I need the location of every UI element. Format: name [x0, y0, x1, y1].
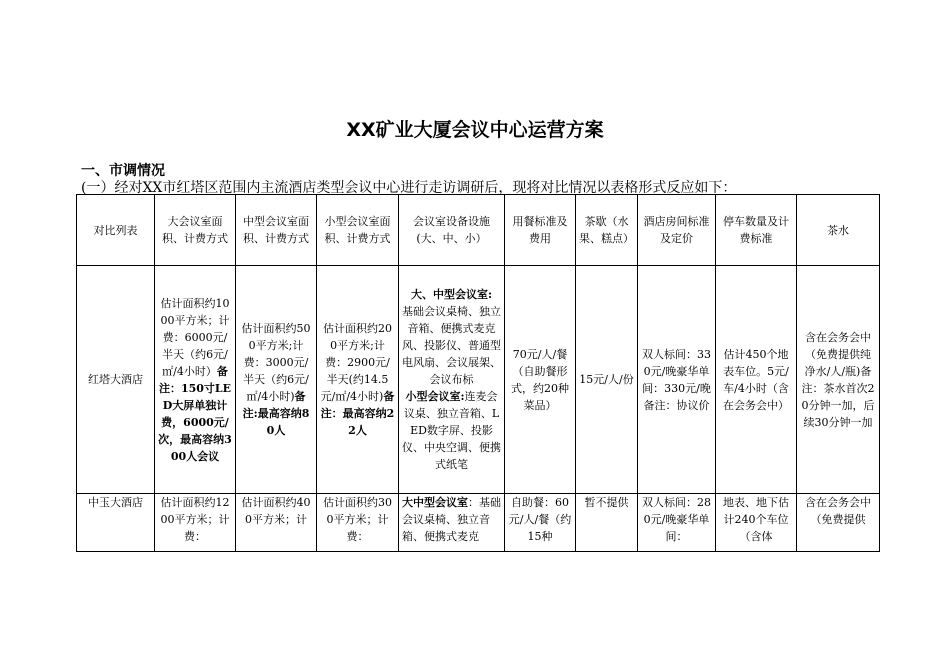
- header-cell: 对比列表: [77, 195, 155, 266]
- equipment-cell: [399, 266, 505, 494]
- equipment-heading: 大中型会议室: [402, 496, 468, 509]
- header-cell: 茶水: [797, 195, 880, 266]
- parking-cell: 地表、地下估计240个车位（含体: [716, 494, 797, 552]
- meal-cell: 自助餐：60元/人/餐（约15种: [505, 494, 576, 552]
- tea-break-cell: 暂不提供: [576, 494, 638, 552]
- header-cell: 会议室设备设施(大、中、小）: [399, 195, 505, 266]
- small-room-cell: 估计面积约300平方米；计费：: [317, 494, 399, 552]
- comparison-table: [76, 194, 880, 552]
- tea-cell: 含在会务会中（免费提供纯净水/人/瓶)备注：茶水首次20分钟一加，后续30分钟一加: [797, 266, 880, 494]
- equipment-heading: 大、中型会议室:: [410, 288, 493, 301]
- small-room-cell: [317, 266, 399, 494]
- tea-break-cell: 15元/人/份: [576, 266, 638, 494]
- header-cell: 茶歇（水果、糕点）: [576, 195, 638, 266]
- intro-paragraph: (一）经对XX市红塔区范围内主流酒店类型会议中心进行走访调研后，现将对比情况以表格形式反应如下：: [81, 180, 737, 196]
- large-room-pricing: 估计面积约1000平方米；计费：6000元/半天（约6元/㎡/4小时）: [160, 296, 230, 378]
- header-cell: 小型会议室面积、计费方式: [317, 195, 399, 266]
- equipment-cell: [399, 494, 505, 552]
- equipment-heading: 小型会议室:: [405, 390, 465, 403]
- section-heading: 一、市调情况: [81, 163, 165, 179]
- large-room-note: 备注：150寸LED大屏单独计费，6000元/次，最高容纳300人会议: [158, 364, 232, 463]
- large-room-cell: [155, 266, 236, 494]
- header-cell: 大会议室面积、计费方式: [155, 195, 236, 266]
- mid-room-note: 备注:最高容纳80人: [242, 390, 310, 437]
- header-cell: 中型会议室面积、计费方式: [236, 195, 317, 266]
- hotel-name-cell: 红塔大酒店: [77, 266, 155, 494]
- large-room-cell: 估计面积约1200平方米；计费：: [155, 494, 236, 552]
- room-price-cell: 双人标间：330元/晚豪华单间：330元/晚备注：协议价: [638, 266, 716, 494]
- mid-room-cell: [236, 266, 317, 494]
- header-cell: 酒店房间标准及定价: [638, 195, 716, 266]
- equipment-text: 基础会议桌椅、独立音箱、便携式麦克风、投影仪、普通型电风扇、会议展架、会议布标: [402, 305, 501, 386]
- table-row: [77, 266, 880, 494]
- parking-cell: 估计450个地表车位。5元/车/4小时（含在会务会中）: [716, 266, 797, 494]
- tea-cell: 含在会务会中（免费提供: [797, 494, 880, 552]
- table-row: [77, 494, 880, 552]
- equipment-text: 连麦会议桌、独立音箱、LED数字屏、投影仪、中央空调、便携式纸笔: [402, 390, 501, 471]
- small-room-note: 备注：最高容纳22人: [320, 390, 395, 437]
- equipment-text: ：基础会议桌椅、独立音箱、便携式麦克: [402, 496, 501, 543]
- small-room-pricing: 估计面积约200平方米;计费：2900元/半天(约14.5元/㎡/4小时): [320, 322, 392, 403]
- meal-cell: 70元/人/餐（自助餐形式，约20种菜品）: [505, 266, 576, 494]
- table-header-row: [77, 195, 880, 266]
- hotel-name-cell: 中玉大酒店: [77, 494, 155, 552]
- mid-room-pricing: 估计面积约500平方米;计费：3000元/半天（约6元/㎡/4小时): [241, 322, 311, 403]
- room-price-cell: 双人标间：280元/晚豪华单间：: [638, 494, 716, 552]
- header-cell: 用餐标准及费用: [505, 195, 576, 266]
- mid-room-cell: 估计面积约400平方米；计: [236, 494, 317, 552]
- document-title: XX矿业大厦会议中心运营方案: [346, 119, 604, 141]
- header-cell: 停车数量及计费标准: [716, 195, 797, 266]
